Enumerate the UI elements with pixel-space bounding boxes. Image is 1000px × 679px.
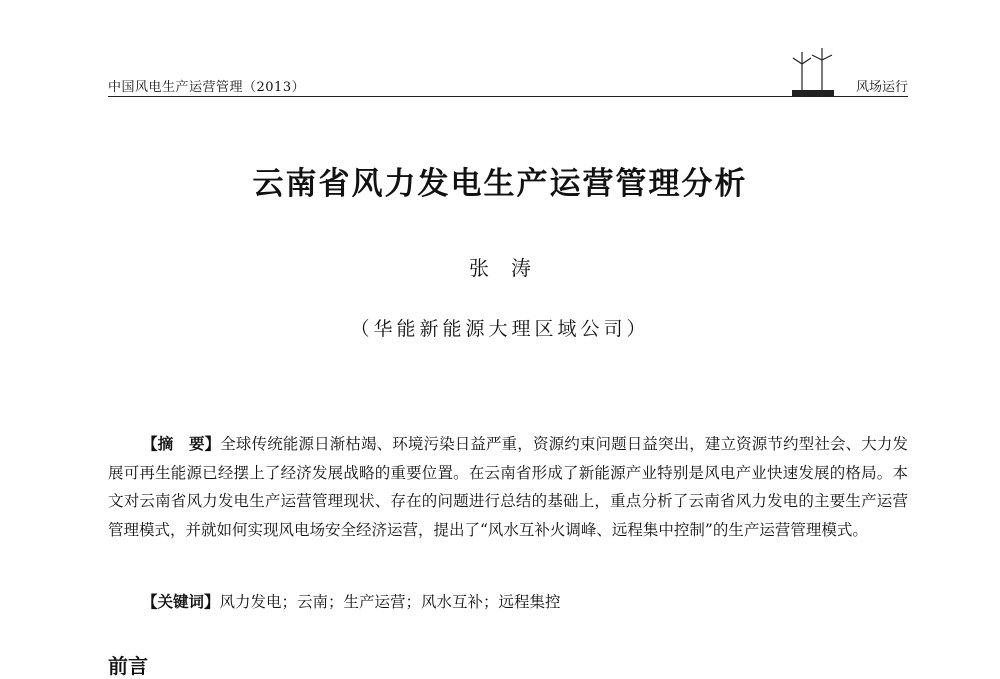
wind-turbines-icon [790,46,836,98]
abstract [108,430,908,544]
section-header: 风场运行 [855,80,908,95]
abstract-text: 全球传统能源日渐枯竭、环境污染日益严重，资源约束问题日益突出，建立资源节约型社会、大力发展可再生能源已经摆上了经济发展战略的重要位置。在云南省形成了新能源产业特别是风电产业快速发展的格局。本文对云南省风力发电生产运营管理现状、存在的问题进行总结的基础上，重点分析了云南省风力发电的主要生产运营管理模式，并就如何实现风电场安全经济运营，提出了“风水互补火调峰、远程集中控制”的生产运营管理模式。 [108,435,908,539]
journal-header: 中国风电生产运营管理（2013） [108,80,306,95]
abstract-label: 【摘 要】 [142,434,221,453]
keywords-label: 【关键词】 [142,592,220,611]
section-heading: 前言 [108,654,148,678]
author-name: 张涛 [469,256,553,280]
header-rule [108,96,908,97]
paper-title: 云南省风力发电生产运营管理分析 [252,166,748,202]
author-affiliation: （华能新能源大理区域公司） [350,318,650,340]
keywords [142,590,561,612]
keywords-text: 风力发电；云南；生产运营；风水互补；远程集控 [219,593,561,611]
